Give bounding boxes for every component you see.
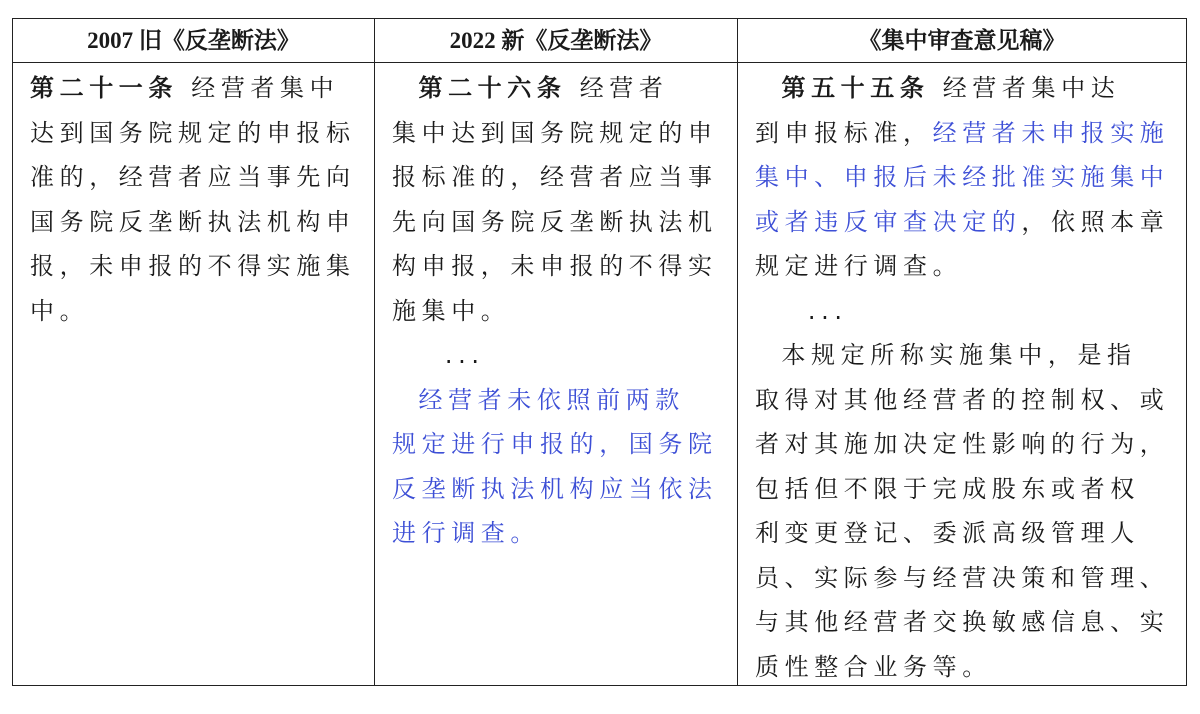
text-segment: 利变更登记、委派高级管理人 [755,519,1140,547]
text-line [30,155,356,200]
text-segment: 经营者 [566,74,669,102]
text-segment: 员、实际参与经营决策和管理、 [755,563,1170,592]
text-line [755,378,1169,423]
text-line [392,333,718,378]
header-2007-law: 2007 旧《反垄断法》 [87,28,300,53]
highlighted-text: 或者违反审查决定的 [755,207,1022,236]
text-segment: 报标准的，经营者应当事 [392,163,718,191]
text-segment: 取得对其他经营者的控制权、或 [755,385,1170,414]
text-line [755,422,1169,467]
header-divider [13,62,1186,63]
text-segment: 经营者集中 [178,74,340,102]
text-line [392,244,718,289]
text-line [755,600,1169,645]
text-line [755,111,1169,156]
header-draft-rules: 《集中审查意见稿》 [858,28,1066,53]
highlighted-text: 集中、申报后未经批准实施集中 [755,163,1170,191]
article-number: 第二十六条 [418,74,567,102]
text-line [392,200,718,245]
text-line [755,244,1169,289]
text-line [392,66,718,111]
text-segment: 包括但不限于完成股东或者权 [755,474,1140,503]
text-line [755,155,1169,200]
highlighted-text: 经营者未申报实施 [932,118,1170,147]
highlighted-text: 反垄断执法机构应当依法 [392,474,718,503]
text-segment: 达到国务院规定的申报标 [30,118,356,147]
text-segment: 本规定所称实施集中，是指 [755,341,1137,369]
text-line [30,200,356,245]
comparison-table [12,18,1187,686]
text-line [30,111,356,156]
text-line [392,289,718,334]
text-segment [392,74,418,102]
text-segment: ... [755,296,848,325]
text-segment: 先向国务院反垄断执法机 [392,207,718,236]
text-line [755,556,1169,601]
text-segment: 构申报，未申报的不得实 [392,252,718,280]
text-line [755,200,1169,245]
text-line [392,422,718,467]
text-line [755,289,1169,334]
text-segment: 集中达到国务院规定的申 [392,118,718,147]
text-segment: 报，未申报的不得实施集 [30,252,356,280]
article-number: 第二十一条 [30,74,178,102]
text-line [392,467,718,512]
text-line [392,511,718,556]
text-segment: ，依照本章 [1021,207,1170,236]
text-segment: 规定进行调查。 [755,252,963,280]
text-line [392,155,718,200]
text-line [392,111,718,156]
text-segment [392,386,418,414]
highlighted-text: 经营者未依照前两款 [418,385,685,414]
text-line [30,289,356,334]
text-segment: 经营者集中达 [929,74,1121,102]
text-segment: 准的，经营者应当事先向 [30,163,356,191]
text-segment: 到申报标准， [755,118,933,147]
text-segment: 国务院反垄断执法机构申 [30,207,356,236]
highlighted-text: 规定进行申报的，国务院 [392,430,718,458]
text-segment: 质性整合业务等。 [755,652,992,681]
cell-2022-article-26 [392,66,718,556]
text-line [30,244,356,289]
text-line [755,645,1169,690]
column-divider [374,19,375,685]
article-number: 第五十五条 [781,74,930,102]
cell-draft-article-55 [755,66,1169,689]
text-segment [755,74,781,102]
text-line [755,511,1169,556]
column-divider [737,19,738,685]
text-line [30,66,356,111]
highlighted-text: 进行调查。 [392,519,540,547]
header-2022-law: 2022 新《反垄断法》 [449,28,663,53]
text-segment: 者对其施加决定性影响的行为， [755,430,1170,458]
text-line [755,333,1169,378]
text-line [755,66,1169,111]
text-segment: ... [392,341,485,369]
text-segment: 与其他经营者交换敏感信息、实 [755,608,1170,636]
text-line [392,378,718,423]
text-segment: 中。 [30,296,90,325]
cell-2007-article-21 [30,66,356,333]
text-segment: 施集中。 [392,296,511,325]
text-line [755,467,1169,512]
